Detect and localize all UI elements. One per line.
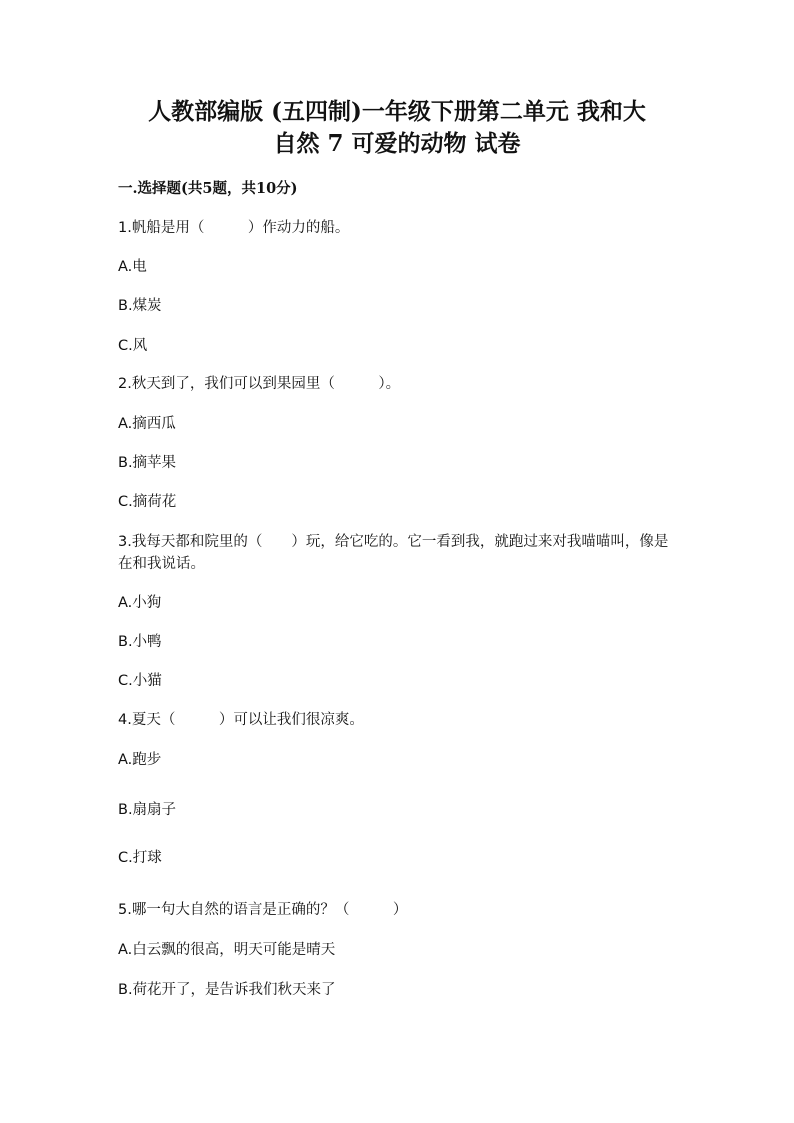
question-1-option-c: C.风 (118, 338, 148, 354)
question-2-option-c: C.摘荷花 (118, 494, 177, 510)
question-2-option-a: A.摘西瓜 (118, 416, 176, 432)
page-title-line-2: 自然 7 可爱的动物 试卷 (273, 130, 521, 157)
question-3-option-a: A.小狗 (118, 595, 162, 611)
question-4-option-c: C.打球 (118, 850, 162, 866)
question-1-option-b: B.煤炭 (118, 298, 162, 314)
question-3: 3.我每天都和院里的（ ）玩，给它吃的。它一看到我，就跑过来对我喵喵叫，像是在和我说话。 (118, 534, 669, 572)
question-2: 2.秋天到了，我们可以到果园里（ ）。 (118, 376, 401, 392)
question-4-option-b: B.扇扇子 (118, 802, 177, 818)
section-heading: 一.选择题(共5题，共10分) (118, 180, 298, 197)
page-title-line-1: 人教部编版 (五四制)一年级下册第二单元 我和大 (148, 98, 646, 125)
question-5-option-b: B.荷花开了，是告诉我们秋天来了 (118, 982, 336, 998)
question-1: 1.帆船是用（ ）作动力的船。 (118, 220, 350, 236)
question-4-option-a: A.跑步 (118, 752, 162, 768)
question-5: 5.哪一句大自然的语言是正确的？（ ） (118, 902, 408, 918)
question-5-option-a: A.白云飘的很高，明天可能是晴天 (118, 942, 336, 958)
question-3-option-b: B.小鸭 (118, 634, 162, 650)
question-3-option-c: C.小猫 (118, 673, 162, 689)
question-2-option-b: B.摘苹果 (118, 455, 177, 471)
question-1-option-a: A.电 (118, 259, 147, 275)
question-4: 4.夏天（ ）可以让我们很凉爽。 (118, 712, 364, 728)
